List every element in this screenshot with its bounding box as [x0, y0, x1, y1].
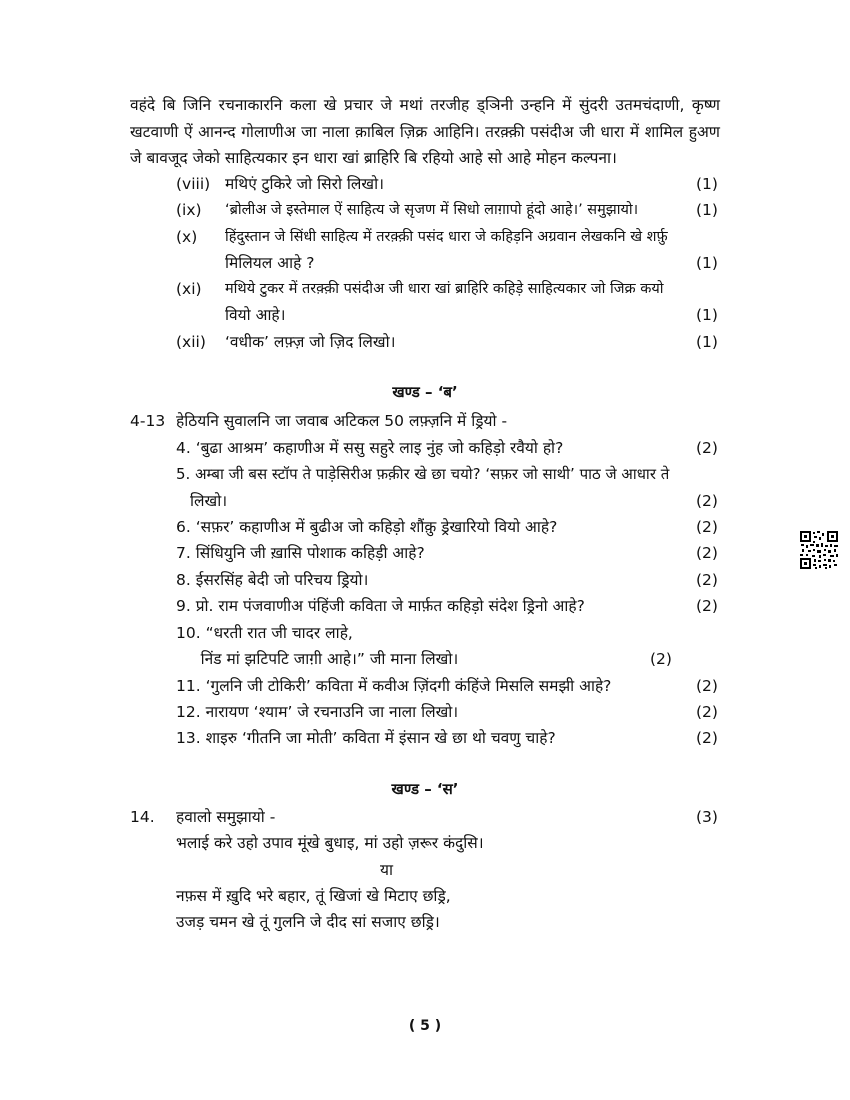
question-text: 12. नारायण ‘श्याम’ जे रचनाउनि जा नाला लिखो। — [176, 703, 459, 721]
question-marks: (2) — [696, 677, 718, 695]
question-13 — [0, 725, 850, 751]
question-marks: (2) — [696, 492, 718, 510]
verse-text: भलाई करे उहो उपाव मूंखे बुधाइ, मां उहो ज़रूर कंदुसि। — [176, 834, 484, 852]
question-text: 11. ‘गुलनि जी टोकिरी’ कविता में कवीअ ज़िंदगी कंहिंजे मिसलि समझी आहे? — [176, 677, 612, 695]
section-b-instruction: हेठियनि सुवालनि जा जवाब अटिकल 50 लफ़्ज़नि में ड्रियो - — [176, 412, 508, 430]
verse-text: उजड़ चमन खे तूं गुलनि जे दीद सां सजाए छड्रि। — [176, 913, 440, 931]
question-marks: (2) — [696, 518, 718, 536]
question-text: 13. शाइरु ‘गीतनि जा मोती’ कविता में इंसान खे छा थो चवणु चाहे? — [176, 729, 556, 747]
section-c-heading: खण्ड – ‘स’ — [391, 780, 459, 798]
question-xi-cont — [0, 302, 850, 328]
question-marks: (2) — [696, 439, 718, 457]
question-range: 4-13 — [130, 412, 166, 430]
question-text: 5. अम्बा जी बस स्टॉप ते पाड़ेसिरीअ फ़क़ीर खे छा चयो? ‘सफ़र जो साथी’ पाठ जे आधार ते — [176, 465, 670, 483]
question-marks: (1) — [696, 175, 718, 193]
question-7 — [0, 540, 850, 566]
question-text-cont: लिखो। — [190, 492, 228, 510]
question-10-cont — [0, 646, 850, 672]
question-text: ‘वधीक’ लफ़्ज़ जो ज़िद लिखो। — [225, 333, 396, 351]
question-text: 6. ‘सफ़र’ कहाणीअ में बुढीअ जो कहिड़ो शौंक़ु ड्रेखारियो वियो आहे? — [176, 518, 558, 536]
question-marks: (2) — [696, 703, 718, 721]
question-text: 7. सिंधियुनि जी ख़ासि पोशाक कहिड़ी आहे? — [176, 544, 425, 562]
question-11 — [0, 673, 850, 699]
question-ix — [0, 197, 850, 223]
question-5-cont — [0, 488, 850, 514]
question-6 — [0, 514, 850, 540]
question-number: (viii) — [176, 175, 211, 193]
or-line — [0, 857, 850, 883]
question-marks: (3) — [696, 808, 718, 826]
question-xii — [0, 329, 850, 355]
verse-line-1 — [0, 830, 850, 856]
intro-paragraph: वहंदे बि जिनि रचनाकारनि कला खे प्रचार जे मथां तरजीह ड्ञिनी उन्हनि में सुंदरी उतमचंदाणी, कृष्ण खटवाणी ऐं आनन्द गोलाणीअ जा नाला क़ाबिल ज़िक्र आहिनि। तरक़्क़ी पसंदीअ जी धारा में शामिल हुअण जे बावजूद जेको साहित्यकार इन धारा खां ब्राहिरि बि रहियो आहे सो आहे मोहन कल्पना। — [130, 96, 720, 167]
question-text: मथिएं टुकिरे जो सिरो लिखो। — [225, 175, 384, 193]
question-marks: (1) — [696, 254, 718, 272]
question-text-cont: निंड मां झटिपटि जाग़ी आहे।” जी माना लिखो। — [176, 650, 459, 668]
question-14 — [0, 804, 850, 830]
question-text: ‘ब्रोलीअ जे इस्तेमाल ऐं साहित्य जे सृजण में सिधो लाग़ापो हूंदो आहे।’ समुझायो। — [225, 202, 639, 218]
qr-code-icon — [799, 530, 839, 570]
question-x-cont — [0, 250, 850, 276]
question-marks: (2) — [696, 597, 718, 615]
question-marks: (1) — [696, 333, 718, 351]
question-number: (ix) — [176, 201, 202, 219]
question-text: 10. “धरती रात जी चादर लाहे, — [176, 624, 353, 642]
verse-line-3 — [0, 909, 850, 935]
question-text: हिंदुस्तान जे सिंधी साहित्य में तरक़्क़ी पसंद धारा जे कहिड़नि अग्रवान लेखकनि खे शर्फ़ु — [225, 229, 668, 245]
question-text: 9. प्रो. राम पंजवाणीअ पंहिंजी कविता जे मार्फ़त कहिड़ो संदेश ड्रिनो आहे? — [176, 597, 585, 615]
question-number: (x) — [176, 228, 198, 246]
question-text: 4. ‘बुढा आश्रम’ कहाणीअ में ससु सहुरे लाइ नुंह जो कहिड़ो रवैयो हो? — [176, 439, 564, 457]
question-10 — [0, 620, 850, 646]
question-5 — [0, 461, 850, 487]
question-marks: (2) — [650, 650, 672, 668]
question-number: 14. — [130, 808, 155, 826]
section-b-heading: खण्ड – ‘ब’ — [392, 383, 458, 401]
or-text: या — [380, 861, 394, 879]
verse-text: नफ़स में ख़ुदि भरे बहार, तूं खिजां खे मिटाए छड्रि, — [176, 887, 451, 905]
page-number: ( 5 ) — [408, 1018, 442, 1034]
question-9 — [0, 593, 850, 619]
question-text: 8. ईसरसिंह बेदी जो परिचय ड्रियो। — [176, 571, 369, 589]
question-viii — [0, 171, 850, 197]
question-marks: (1) — [696, 201, 718, 219]
question-4 — [0, 435, 850, 461]
question-marks: (1) — [696, 306, 718, 324]
question-number: (xi) — [176, 280, 202, 298]
section-b-instruction-row — [0, 408, 850, 434]
question-text: मथिये टुकर में तरक़्क़ी पसंदीअ जी धारा खां ब्राहिरि कहिड़े साहित्यकार जो जिक्र कयो — [225, 281, 664, 297]
question-marks: (2) — [696, 544, 718, 562]
question-marks: (2) — [696, 729, 718, 747]
question-x — [0, 224, 850, 250]
question-text-cont: वियो आहे। — [225, 306, 286, 324]
question-number: (xii) — [176, 333, 206, 351]
question-marks: (2) — [696, 571, 718, 589]
verse-line-2 — [0, 883, 850, 909]
question-text: हवालो समुझायो - — [176, 808, 276, 826]
question-12 — [0, 699, 850, 725]
question-xi — [0, 276, 850, 302]
question-text-cont: मिलियल आहे ? — [225, 254, 315, 272]
question-8 — [0, 567, 850, 593]
